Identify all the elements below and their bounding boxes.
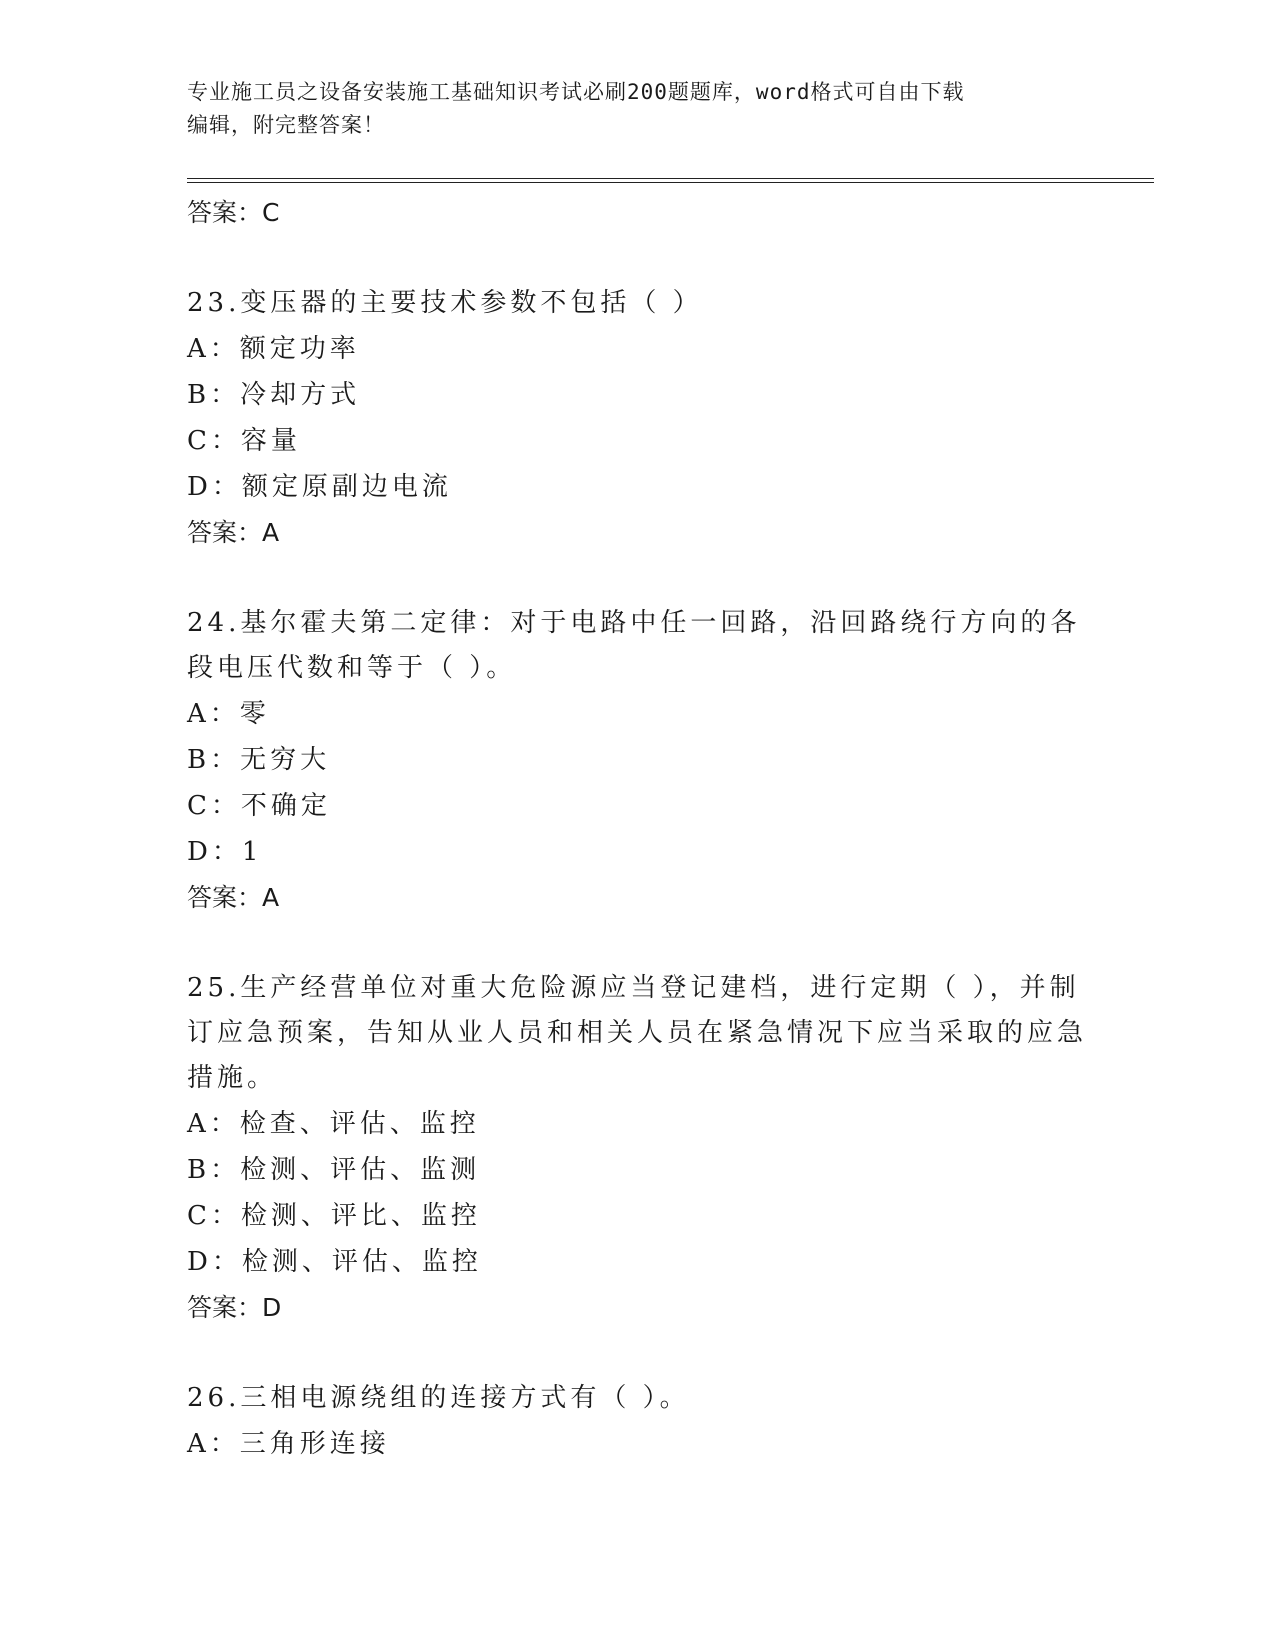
option-c: C：容量 bbox=[187, 426, 301, 456]
option-b: B：无穷大 bbox=[187, 745, 331, 775]
answer-line: 答案：D bbox=[187, 1293, 282, 1322]
question-23 bbox=[187, 281, 1087, 556]
option-d: D：检测、评估、监控 bbox=[187, 1247, 482, 1277]
answer-line: 答案：A bbox=[187, 883, 280, 912]
answer-line: 答案：A bbox=[187, 518, 280, 547]
header-line-2: 编辑，附完整答案！ bbox=[187, 113, 385, 137]
option-b: B：检测、评估、监测 bbox=[187, 1155, 481, 1185]
question-26 bbox=[187, 1376, 1087, 1467]
option-c: C：不确定 bbox=[187, 791, 331, 821]
option-d: D：1 bbox=[187, 837, 263, 867]
answer-line: 答案：C bbox=[187, 198, 280, 227]
option-d: D：额定原副边电流 bbox=[187, 472, 452, 502]
question-stem: 25.生产经营单位对重大危险源应当登记建档，进行定期（ ），并制订应急预案，告知从业人员和相关人员在紧急情况下应当采取的应急措施。 bbox=[187, 973, 1088, 1093]
question-stem: 24.基尔霍夫第二定律：对于电路中任一回路，沿回路绕行方向的各段电压代数和等于（ ）。 bbox=[187, 608, 1081, 683]
header-divider-top bbox=[187, 178, 1154, 179]
option-b: B：冷却方式 bbox=[187, 380, 361, 410]
option-a: A：检查、评估、监控 bbox=[187, 1109, 480, 1139]
question-stem: 23.变压器的主要技术参数不包括（ ） bbox=[187, 288, 703, 318]
question-stem: 26.三相电源绕组的连接方式有（ ）。 bbox=[187, 1383, 690, 1413]
question-25 bbox=[187, 966, 1087, 1331]
question-24 bbox=[187, 601, 1087, 921]
header-divider-bottom bbox=[187, 182, 1154, 183]
question-list bbox=[187, 190, 1087, 1467]
header-line-1: 专业施工员之设备安装施工基础知识考试必刷200题题库，word格式可自由下载 bbox=[187, 80, 965, 104]
option-a: A：额定功率 bbox=[187, 334, 360, 364]
option-a: A：零 bbox=[187, 699, 270, 729]
option-c: C：检测、评比、监控 bbox=[187, 1201, 481, 1231]
document-header bbox=[187, 76, 1077, 142]
option-a: A：三角形连接 bbox=[187, 1429, 390, 1459]
